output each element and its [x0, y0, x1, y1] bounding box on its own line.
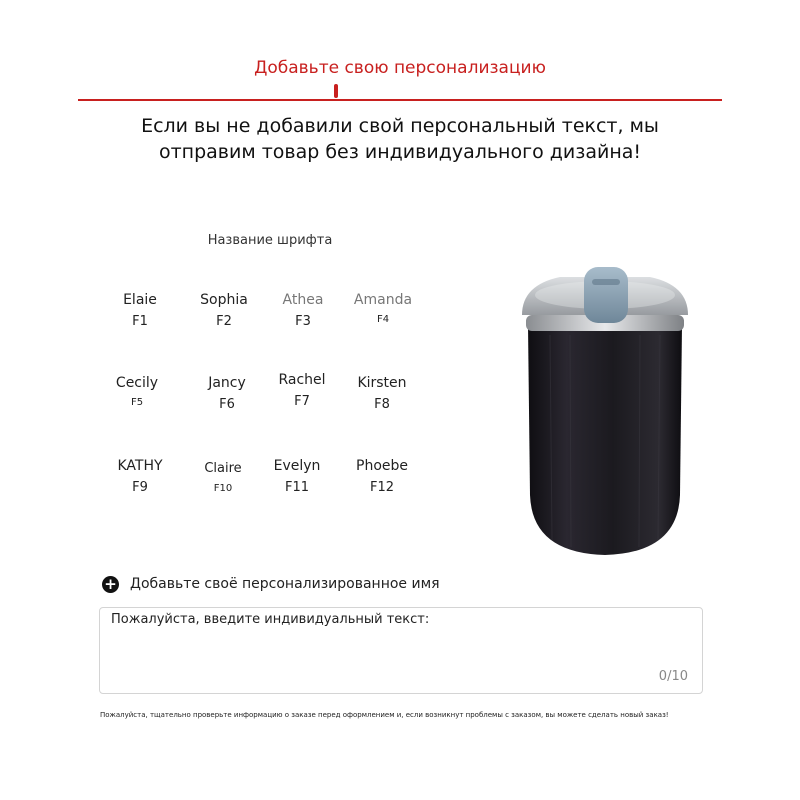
font-code: F1	[132, 314, 148, 329]
font-name: Evelyn	[273, 458, 321, 474]
font-code: F3	[295, 314, 311, 329]
font-code: F4	[376, 314, 390, 325]
font-option-f2[interactable]	[184, 290, 264, 329]
font-name: Amanda	[353, 292, 413, 308]
font-code: F6	[219, 397, 235, 412]
font-name: KATHY	[117, 458, 163, 474]
font-name: Kirsten	[357, 375, 407, 391]
font-name: Phoebe	[356, 458, 408, 474]
font-option-f10[interactable]	[183, 459, 263, 494]
font-option-f1[interactable]	[100, 290, 180, 329]
notice-text	[0, 113, 800, 165]
font-option-f7[interactable]	[262, 370, 342, 409]
notice-line-1: Если вы не добавили свой персональный текст, мы	[141, 115, 659, 137]
custom-text-box[interactable]	[99, 607, 703, 694]
notice-line-2: отправим товар без индивидуального дизайна!	[158, 141, 642, 163]
font-option-f11[interactable]	[257, 456, 337, 495]
add-personal-name-label: Добавьте своё персонализированное имя	[130, 576, 440, 592]
font-option-f6[interactable]	[187, 373, 267, 412]
font-option-f4[interactable]	[343, 290, 423, 325]
custom-text-input[interactable]	[110, 632, 694, 676]
font-code: F12	[369, 480, 395, 495]
font-code: F9	[132, 480, 148, 495]
section-title: Добавьте свою персонализацию	[254, 58, 546, 78]
font-code: F2	[216, 314, 232, 329]
font-name: Athea	[282, 292, 324, 308]
title-marker	[334, 84, 338, 98]
font-code: F10	[213, 483, 233, 494]
font-list-heading: Название шрифта	[207, 233, 333, 248]
font-option-f5[interactable]	[97, 373, 177, 408]
order-disclaimer: Пожалуйста, тщательно проверьте информацию о заказе перед оформлением и, если возникнут проблемы с заказом, вы можете сделать новый заказ!	[100, 711, 669, 719]
plus-circle-icon[interactable]: +	[102, 576, 119, 593]
font-name: Rachel	[278, 372, 326, 388]
font-option-f3[interactable]	[263, 290, 343, 329]
character-counter: 0/10	[658, 669, 688, 684]
font-code: F5	[130, 397, 144, 408]
font-option-f12[interactable]	[342, 456, 422, 495]
font-code: F8	[374, 397, 390, 412]
add-personal-name[interactable]	[102, 574, 440, 594]
font-name: Cecily	[115, 375, 159, 391]
font-option-f9[interactable]	[100, 456, 180, 495]
custom-text-prompt: Пожалуйста, введите индивидуальный текст:	[111, 612, 430, 627]
font-name: Elaie	[123, 292, 157, 308]
font-name: Jancy	[208, 375, 246, 391]
tumbler-illustration	[500, 255, 710, 575]
font-code: F11	[284, 480, 310, 495]
product-image	[500, 255, 710, 575]
font-name: Sophia	[200, 292, 248, 308]
title-divider	[78, 99, 722, 101]
font-option-f8[interactable]	[342, 373, 422, 412]
font-code: F7	[294, 394, 310, 409]
font-name: Claire	[204, 461, 242, 476]
